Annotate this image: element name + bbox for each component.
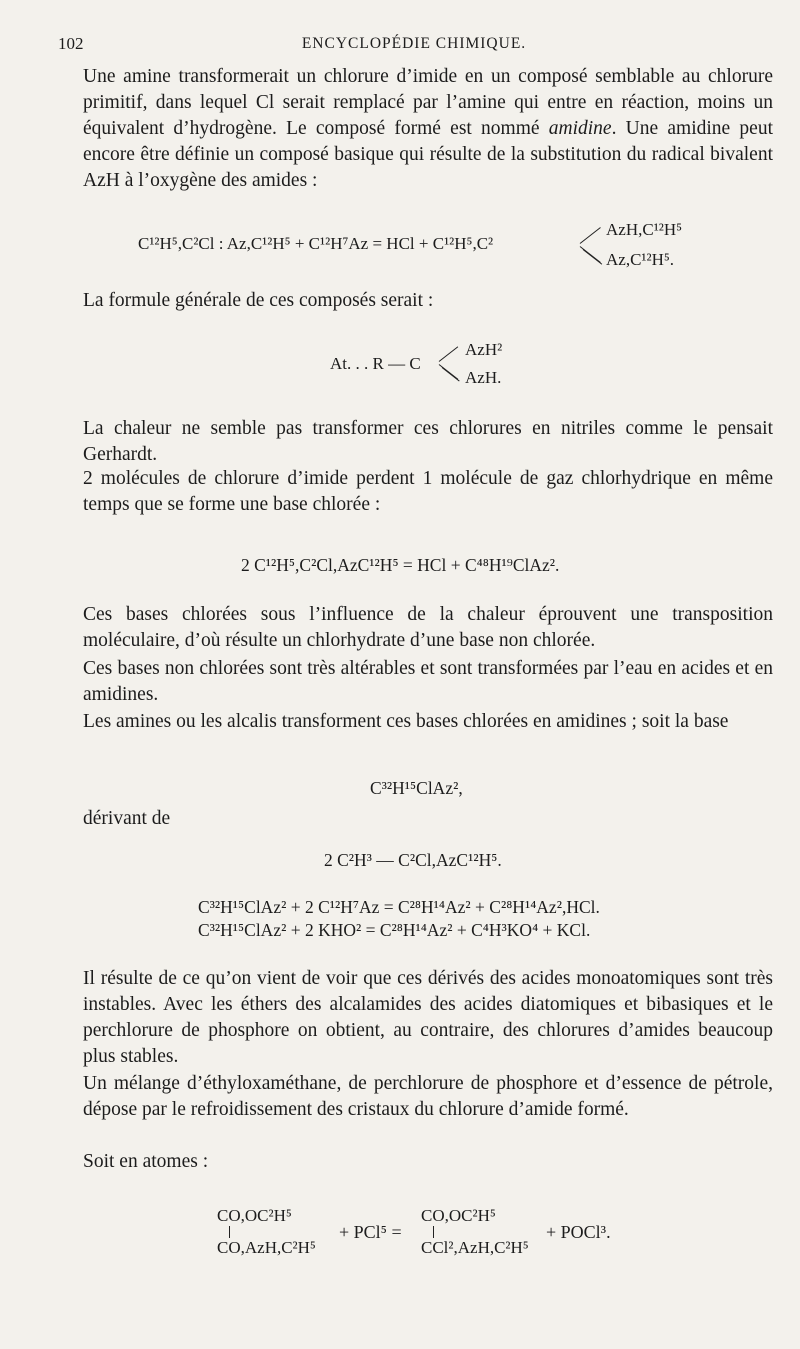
paragraph-transposition: Ces bases chlorées sous l’influence de la chaleur éprouvent une transposition moléculaire, d’où résulte un chlorhydrate d’une base non chlorée. (83, 604, 773, 651)
equation-upper-branch: AzH² (465, 340, 503, 359)
equation-general-formula: At. . . R — C (330, 354, 421, 373)
equation-amidine-formation (138, 234, 493, 254)
paragraph-amines-alkalis: Les amines ou les alcalis transforment ces bases chlorées en amidines ; soit la base (83, 711, 729, 732)
paragraph-in-atoms: Soit en atomes : (83, 1151, 209, 1172)
bond-line (433, 1226, 434, 1238)
paragraph-instability: Il résulte de ce qu’on vient de voir que ces dérivés des acides monoatomiques sont très instables. Avec les éthers des alcalamides des acides diatomiques et bibasiques et le perchlorure de phosphore on obtient, au contraire, des chlorures d’amides beaucoup plus stables. (83, 968, 773, 1067)
running-title: ENCYCLOPÉDIE CHIMIQUE. (301, 35, 527, 52)
paragraph-text: Une amine transformerait un chlorure d’imide en un composé semblable au chlorure primitif, dans lequel Cl serait remplacé par l’amine qui entre en réaction, moins un équivalent d’hydrogène. Le composé formé est nommé (83, 66, 773, 139)
equation-reactant-bottom: CO,AzH,C²H⁵ (217, 1238, 316, 1257)
equation-amine-reaction: C³²H¹⁵ClAz² + 2 C¹²H⁷Az = C²⁸H¹⁴Az² + C²⁸H¹⁴Az²,HCl. (198, 897, 600, 917)
equation-derived-from: 2 C²H³ — C²Cl,AzC¹²H⁵. (324, 850, 502, 870)
equation-plus-pcl5: + PCl⁵ = (339, 1222, 402, 1242)
paragraph-heat-nitriles: La chaleur ne semble pas transformer ces chlorures en nitriles comme le pensait Gerhardt. (83, 418, 773, 465)
equation-lower-branch: Az,C¹²H⁵. (606, 250, 675, 269)
page-number: 102 (58, 34, 84, 53)
equation-left: C¹²H⁵,C²Cl : Az,C¹²H⁵ + C¹²H⁷Az = HCl + C¹²H⁵,C² (138, 234, 494, 253)
paragraph-non-chlorinated: Ces bases non chlorées sont très altérables et sont transformées par l’eau en acides et en amidines. (83, 658, 773, 705)
equation-potash-reaction: C³²H¹⁵ClAz² + 2 KHO² = C²⁸H¹⁴Az² + C⁴H³KO⁴ + KCl. (198, 920, 591, 940)
paragraph-amidine-definition (83, 64, 773, 194)
equation-upper-branch: AzH,C¹²H⁵ (606, 220, 683, 239)
equation-lower-branch: AzH. (465, 368, 502, 387)
bond-line (583, 249, 603, 265)
bond-line (580, 227, 601, 244)
term-amidine: amidine (548, 118, 612, 139)
equation-plus-pocl3: + POCl³. (546, 1222, 611, 1242)
bond-line (439, 346, 459, 362)
equation-chlorinated-base: 2 C¹²H⁵,C²Cl,AzC¹²H⁵ = HCl + C⁴⁸H¹⁹ClAz². (241, 555, 560, 575)
paragraph-ethyloxamethane: Un mélange d’éthyloxaméthane, de perchlorure de phosphore et d’essence de pétrole, dépose par le refroidissement des cristaux du chlorure d’amide formé. (83, 1073, 773, 1120)
paragraph-derived-from: dérivant de (83, 808, 171, 829)
equation-base-formula: C³²H¹⁵ClAz², (370, 778, 463, 798)
paragraph-general-formula: La formule générale de ces composés serait : (83, 290, 434, 311)
bond-line (229, 1226, 230, 1238)
equation-product-bottom: CCl²,AzH,C²H⁵ (421, 1238, 529, 1257)
paragraph-text: . Une amidine peut encore être définie un composé basique qui résulte de la substitution du radical bivalent AzH à l’oxygène des amides : (83, 118, 773, 191)
equation-product-top: CO,OC²H⁵ (421, 1206, 496, 1225)
paragraph-chlorinated-base: 2 molécules de chlorure d’imide perdent 1 molécule de gaz chlorhydrique en même temps que se forme une base chlorée : (83, 468, 773, 515)
bond-line (442, 367, 460, 381)
equation-reactant-top: CO,OC²H⁵ (217, 1206, 292, 1225)
page-header (58, 34, 770, 58)
